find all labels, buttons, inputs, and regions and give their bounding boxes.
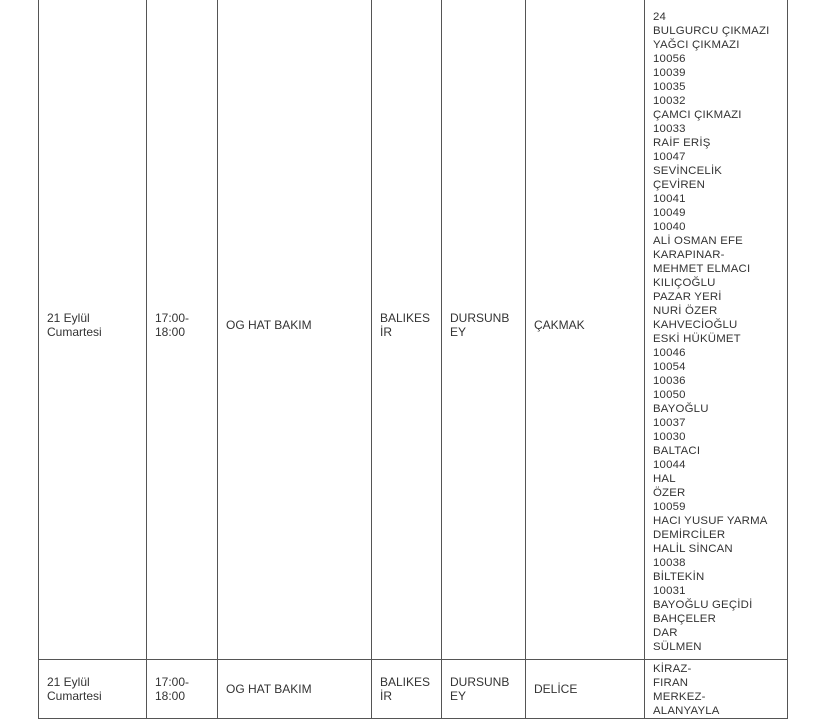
work-type-cell-text: OG HAT BAKIM xyxy=(226,318,312,332)
time-cell-line: 18:00 xyxy=(155,689,186,703)
street-item: 10046 xyxy=(653,347,686,359)
street-item: BAYOĞLU GEÇİDİ xyxy=(653,599,753,611)
street-item: SEVİNCELİK xyxy=(653,165,723,177)
neighborhood-cell xyxy=(526,0,645,660)
street-item: 10047 xyxy=(653,151,686,163)
street-item: SÜLMEN xyxy=(653,641,702,653)
district-cell-text: DURSUNBEY xyxy=(450,675,510,703)
time-cell xyxy=(147,0,218,660)
street-item: 10036 xyxy=(653,375,686,387)
street-item: DEMİRCİLER xyxy=(653,529,726,541)
date-cell-line: 21 Eylül xyxy=(47,311,90,325)
city-cell-text: BALIKESİR xyxy=(380,675,431,703)
street-item: RAİF ERİŞ xyxy=(653,137,711,149)
street-item: KILIÇOĞLU xyxy=(653,277,716,289)
street-item: 10039 xyxy=(653,67,686,79)
street-item: HAL xyxy=(653,473,676,485)
street-item: YAĞCI ÇIKMAZI xyxy=(653,39,740,51)
neighborhood-cell-text: ÇAKMAK xyxy=(534,318,585,332)
city-cell xyxy=(372,660,442,719)
neighborhood-cell-text: DELİCE xyxy=(534,682,578,696)
street-item: DAR xyxy=(653,627,678,639)
date-cell xyxy=(39,0,147,660)
date-cell-line: 21 Eylül xyxy=(47,675,90,689)
street-item: 10033 xyxy=(653,123,686,135)
street-item: HALİL SİNCAN xyxy=(653,543,733,555)
outage-schedule-table-container xyxy=(38,0,784,719)
street-item: KARAPINAR- xyxy=(653,249,725,261)
streets-list xyxy=(653,660,779,718)
street-item: 10056 xyxy=(653,53,686,65)
street-item: ALANYAYLA xyxy=(653,705,720,717)
table-row xyxy=(39,660,788,719)
street-item: ESKİ HÜKÜMET xyxy=(653,333,741,345)
city-cell-text: BALIKESİR xyxy=(380,311,431,339)
street-item: 10038 xyxy=(653,557,686,569)
street-item: 10054 xyxy=(653,361,686,373)
street-item: NURİ ÖZER xyxy=(653,305,718,317)
street-item: KAHVECİOĞLU xyxy=(653,319,738,331)
date-cell-line: Cumartesi xyxy=(47,325,102,339)
street-item: 10031 xyxy=(653,585,686,597)
date-cell xyxy=(39,660,147,719)
street-item: 10037 xyxy=(653,417,686,429)
time-cell-line: 17:00- xyxy=(155,675,190,689)
work-type-cell-text: OG HAT BAKIM xyxy=(226,682,312,696)
street-item: MERKEZ- xyxy=(653,691,706,703)
street-item: ÇAMCI ÇIKMAZI xyxy=(653,109,742,121)
time-cell-line: 18:00 xyxy=(155,325,186,339)
street-item: ÇEVİREN xyxy=(653,179,706,191)
street-item: BİLTEKİN xyxy=(653,571,705,583)
street-item: 24 xyxy=(653,11,667,23)
district-cell xyxy=(442,0,526,660)
street-item: ÖZER xyxy=(653,487,686,499)
work-type-cell xyxy=(218,660,372,719)
street-item: BALTACI xyxy=(653,445,701,457)
street-item: KİRAZ- xyxy=(653,663,692,675)
district-cell-text: DURSUNBEY xyxy=(450,311,510,339)
street-item: 10041 xyxy=(653,193,686,205)
street-item: PAZAR YERİ xyxy=(653,291,722,303)
street-item: BAHÇELER xyxy=(653,613,717,625)
street-item: 10059 xyxy=(653,501,686,513)
table-body xyxy=(39,0,788,719)
street-item: 10040 xyxy=(653,221,686,233)
street-item: MEHMET ELMACI xyxy=(653,263,751,275)
street-item: BULGURCU ÇIKMAZI xyxy=(653,25,770,37)
city-cell xyxy=(372,0,442,660)
district-cell xyxy=(442,660,526,719)
street-item: HACI YUSUF YARMA xyxy=(653,515,768,527)
streets-cell xyxy=(645,0,788,660)
street-item: FIRAN xyxy=(653,677,689,689)
street-item: 10030 xyxy=(653,431,686,443)
streets-cell xyxy=(645,660,788,719)
date-cell-line: Cumartesi xyxy=(47,689,102,703)
street-item: 10044 xyxy=(653,459,686,471)
time-cell-line: 17:00- xyxy=(155,311,190,325)
street-item: 10050 xyxy=(653,389,686,401)
street-item: 10035 xyxy=(653,81,686,93)
streets-list xyxy=(653,0,779,654)
table-row xyxy=(39,0,788,660)
street-item: BAYOĞLU xyxy=(653,403,709,415)
outage-schedule-table xyxy=(38,0,788,719)
street-item: 10032 xyxy=(653,95,686,107)
street-item: 10049 xyxy=(653,207,686,219)
neighborhood-cell xyxy=(526,660,645,719)
work-type-cell xyxy=(218,0,372,660)
street-item: ALİ OSMAN EFE xyxy=(653,235,743,247)
time-cell xyxy=(147,660,218,719)
